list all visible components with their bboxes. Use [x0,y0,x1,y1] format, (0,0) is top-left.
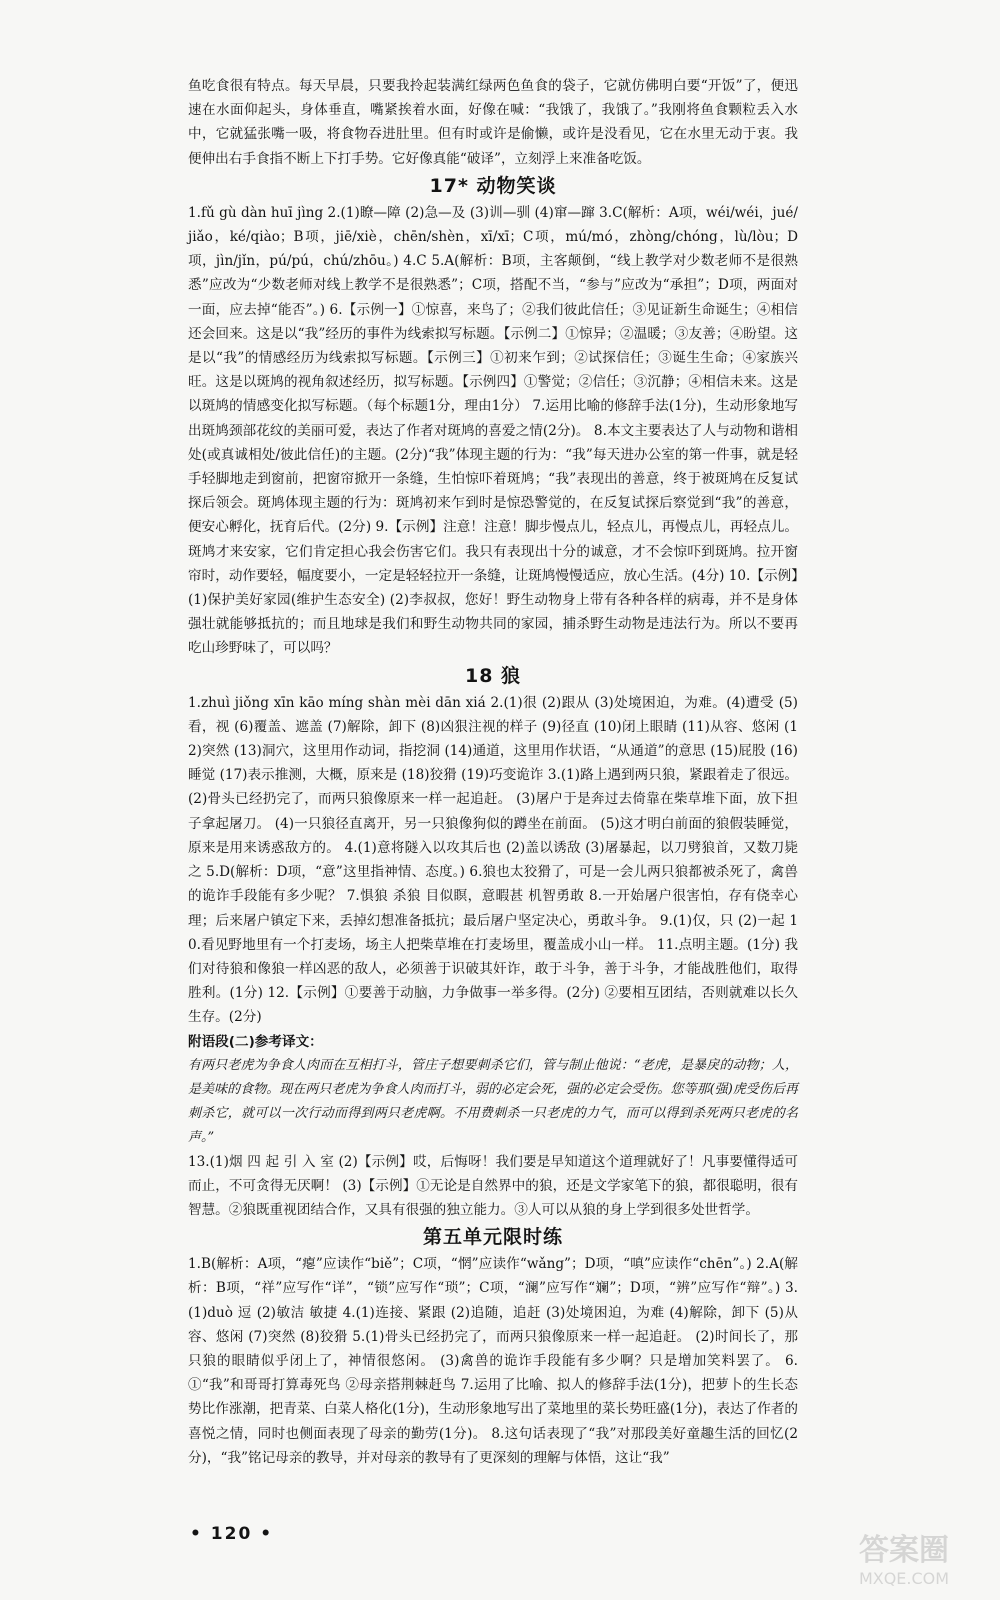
translation-text: 有两只老虎为争食人肉而在互相打斗，管庄子想要刺杀它们，管与制止他说：“老虎，是暴戾的动物；人，是美味的食物。现在两只老虎为争食人肉而打斗，弱的必定会死，强的必定会受伤。您等那(强)虎受伤后再刺杀它，就可以一次行动而得到两只老虎啊。不用费刺杀一只老虎的力气，而可以得到杀死两只老虎的名声。” [188,1057,798,1145]
svg-text:MXQE.COM: MXQE.COM [858,1569,950,1588]
answers-17: 1.fǔ gù dàn huī jìng 2.(1)瞭—障 (2)急—及 (3)训—驯 (4)窜—蹿 3.C(解析：A项，wéi/wéi，jué/jiǎo，ké/qiào；B项，jiē/xiè，chēn/shèn，xī/xī；C项，mú/mó，zhòng/chóng，lù/lòu；D项，jìn/jǐn，pú/pú，chú/zhōu。) 4.C 5.A(解析：B项，主客颠倒，“线上教学对少数老师不是很熟悉”应改为“少数老师对线上教学不是很熟悉”；C项，搭配不当，“参与”应改为“承担”；D项，两面对一面，应去掉“能否”。) 6.【示例一】①惊喜，来鸟了；②我们彼此信任；③见证新生命诞生；④相信还会回来。这是以“我”经历的事件为线索拟写标题。【示例二】①惊异；②温暖；③友善；④盼望。这是以“我”的情感经历为线索拟写标题。【示例三】①初来乍到；②试探信任；③诞生生命；④家族兴旺。这是以斑鸠的视角叙述经历，拟写标题。【示例四】①警觉；②信任；③沉静；④相信未来。这是以斑鸠的情感变化拟写标题。（每个标题1分，理由1分） 7.运用比喻的修辞手法(1分)，生动形象地写出斑鸠颈部花纹的美丽可爱，表达了作者对斑鸠的喜爱之情(2分)。 8.本文主要表达了人与动物和谐相处(或真诚相处/彼此信任)的主题。(2分)“我”体现主题的行为：“我”每天进办公室的第一件事，就是轻手轻脚地走到窗前，把窗帘掀开一条缝，生怕惊吓着斑鸠；“我”表现出的善意，终于被斑鸠在反复试探后领会。斑鸠体现主题的行为：斑鸠初来乍到时是惊恐警觉的，在反复试探后察觉到“我”的善意，便安心孵化，抚育后代。(2分) 9.【示例】注意！注意！脚步慢点儿，轻点儿，再慢点儿，再轻点儿。斑鸠才来安家，它们肯定担心我会伤害它们。我只有表现出十分的诚意，才不会惊吓到斑鸠。拉开窗帘时，动作要轻，幅度要小，一定是轻轻拉开一条缝，让斑鸠慢慢适应，放心生活。(4分) 10.【示例】(1)保护美好家园(维护生态安全) (2)李叔叔，您好！野生动物身上带有各种各样的病毒，并不是身体强壮就能够抵抗的；而且地球是我们和野生动物共同的家园，捕杀野生动物是违法行为。所以不要再吃山珍野味了，可以吗？ [188,204,798,657]
answers-18: 1.zhuì jiǒng xīn kāo míng shàn mèi dān xiá 2.(1)很 (2)跟从 (3)处境困迫，为难。(4)遭受 (5)看，视 (6)覆盖、遮盖 (7)解除，卸下 (8)凶狠注视的样子 (9)径直 (10)闭上眼睛 (11)从容、悠闲 (12)突然 (13)洞穴，这里用作动词，指挖洞 (14)通道，这里用作状语，“从通道”的意思 (15)屁股 (16)睡觉 (17)表示推测，大概，原来是 (18)狡猾 (19)巧变诡诈 3.(1)路上遇到两只狼，紧跟着走了很远。 (2)骨头已经扔完了，而两只狼像原来一样一起追赶。 (3)屠户于是奔过去倚靠在柴草堆下面，放下担子拿起屠刀。 (4)一只狼径直离开，另一只狼像狗似的蹲坐在前面。 (5)这才明白前面的狼假装睡觉，原来是用来诱惑敌方的。 4.(1)意将隧入以攻其后也 (2)盖以诱敌 (3)屠暴起，以刀劈狼首，又数刀毙之 5.D(解析：D项，“意”这里指神情、态度。) 6.狼也太狡猾了，可是一会儿两只狼都被杀死了，禽兽的诡诈手段能有多少呢？ 7.惧狼 杀狼 目似瞑，意暇甚 机智勇敢 8.一开始屠户很害怕，存有侥幸心理；后来屠户镇定下来，丢掉幻想准备抵抗；最后屠户坚定决心，勇敢斗争。 9.(1)仅，只 (2)一起 10.看见野地里有一个打麦场，场主人把柴草堆在打麦场里，覆盖成小山一样。 11.点明主题。(1分) 我们对待狼和像狼一样凶恶的敌人，必须善于识破其奸诈，敢于斗争，善于斗争，才能战胜他们，取得胜利。(1分) 12.【示例】①要善于动脑，力争做事一举多得。(2分) ②要相互团结，否则就难以长久生存。(2分) [188,694,798,1026]
page-number: • 120 • [190,1524,274,1544]
answers-18-cont: 13.(1)烟 四 起 引 入 室 (2)【示例】哎，后悔呀！我们要是早知道这个道理就好了！凡事要懂得适可而止，不可贪得无厌啊！ (3)【示例】①无论是自然界中的狼，还是文学家笔下的狼，都很聪明，很有智慧。②狼既重视团结合作，又具有很强的独立能力。③人可以从狼的身上学到很多处世哲学。 [188,1153,798,1218]
intro-paragraph: 鱼吃食很有特点。每天早晨，只要我拎起装满红绿两色鱼食的袋子，它就仿佛明白要“开饭”了，便迅速在水面仰起头，身体垂直，嘴紧挨着水面，好像在喊：“我饿了，我饿了。”我刚将鱼食颗粒丢入水中，它就猛张嘴一吸，将食物吞进肚里。但有时或许是偷懒，或许是没看见，它在水里无动于衷。我便伸出右手食指不断上下打手势。它好像真能“破译”，立刻浮上来准备吃饭。 [188,78,798,167]
svg-text:答案圈: 答案圈 [859,1533,949,1568]
section-title-18: 18 狼 [464,664,522,687]
section-title-17: 17* 动物笑谈 [429,174,557,197]
answers-unit5: 1.B(解析：A项，“瘪”应读作“biě”；C项，“惘”应读作“wǎng”；D项，“嗔”应读作“chēn”。) 2.A(解析：B项，“祥”应写作“详”，“锁”应写作“琐”；C项，“澜”应写作“斓”；D项，“辨”应写作“辩”。) 3.(1)duò 逗 (2)敏洁 敏捷 4.(1)连接、紧跟 (2)追随，追赶 (3)处境困迫，为难 (4)解除，卸下 (5)从容、悠闲 (7)突然 (8)狡猾 5.(1)骨头已经扔完了，而两只狼像原来一样一起追赶。 (2)时间长了，那只狼的眼睛似乎闭上了，神情很悠闲。 (3)禽兽的诡诈手段能有多少啊？只是增加笑料罢了。 6.①“我”和哥哥打算毒死鸟 ②母亲搭荆棘赶鸟 7.运用了比喻、拟人的修辞手法(1分)，把萝卜的生长态势比作涨潮，把青菜、白菜人格化(1分)，生动形象地写出了菜地里的菜长势旺盛(1分)，表达了作者的喜悦之情，同时也侧面表现了母亲的勤劳(1分)。 8.这句话表现了“我”对那段美好童趣生活的回忆(2分)，“我”铭记母亲的教导，并对母亲的教导有了更深刻的理解与体悟，这让“我” [188,1256,798,1466]
page-content [188,74,798,1470]
translation-heading: 附语段(二)参考译文： [188,1033,323,1050]
section-title-unit5: 第五单元限时练 [422,1226,563,1249]
watermark-logo [824,1522,984,1590]
